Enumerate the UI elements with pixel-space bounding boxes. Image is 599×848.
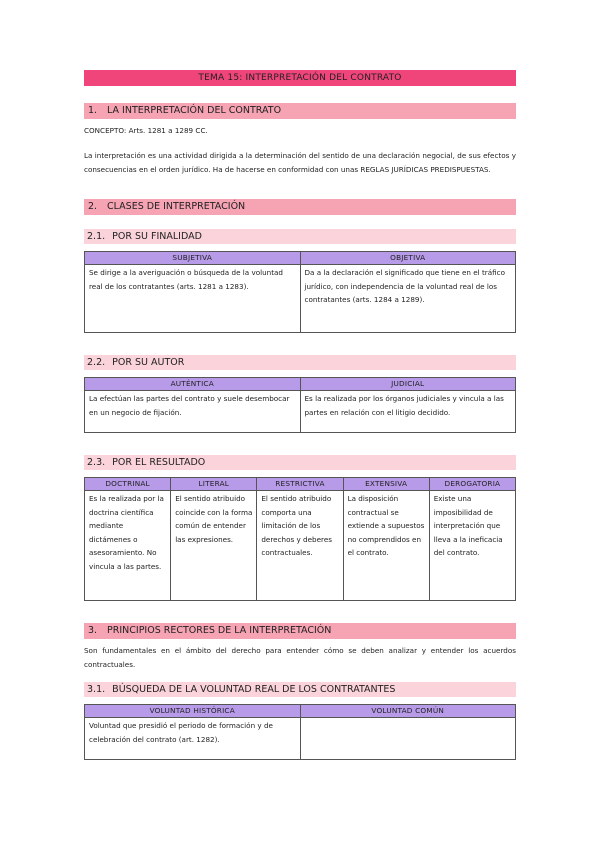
cell-autentica: La efectúan las partes del contrato y suele desembocar en un negocio de fijación. — [85, 391, 301, 433]
table-header-row — [85, 252, 516, 265]
cell-extensiva: La disposición contractual se extiende a supuestos no comprendidos en el contrato. — [343, 491, 429, 601]
section-number: 1. — [88, 105, 98, 116]
header-derogatoria: DEROGATORIA — [429, 478, 515, 491]
table-row — [85, 491, 516, 601]
section-title: PRINCIPIOS RECTORES DE LA INTERPRETACIÓN — [107, 625, 332, 636]
subsection-number: 2.2. — [87, 357, 106, 368]
cell-derogatoria: Existe una imposibilidad de interpretación que lleva a la ineficacia del contrato. — [429, 491, 515, 601]
section-title: CLASES DE INTERPRETACIÓN — [107, 201, 246, 212]
table-resultado — [84, 477, 516, 601]
table-row — [85, 265, 516, 333]
header-voluntad-comun: VOLUNTAD COMÚN — [300, 705, 516, 718]
cell-voluntad-comun — [300, 718, 516, 760]
subsection-heading-3-1 — [84, 682, 516, 697]
subsection-number: 3.1. — [87, 684, 106, 695]
section-heading-1 — [84, 103, 516, 119]
subsection-title: POR EL RESULTADO — [112, 457, 206, 468]
cell-restrictiva: El sentido atribuido comporta una limitación de los derechos y deberes contractuales. — [257, 491, 343, 601]
table-row — [85, 718, 516, 760]
section-number: 2. — [88, 201, 98, 212]
table-autor — [84, 377, 516, 433]
subsection-title: POR SU FINALIDAD — [112, 231, 202, 242]
section-title: LA INTERPRETACIÓN DEL CONTRATO — [107, 105, 282, 116]
header-subjetiva: SUBJETIVA — [85, 252, 301, 265]
cell-objetiva: Da a la declaración el significado que tiene en el tráfico jurídico, con independencia de la voluntad real de los contratantes (arts. 1284 a 1289). — [300, 265, 516, 333]
subsection-title: POR SU AUTOR — [112, 357, 185, 368]
header-judicial: JUDICIAL — [300, 378, 516, 391]
table-finalidad — [84, 251, 516, 333]
header-objetiva: OBJETIVA — [300, 252, 516, 265]
header-literal: LITERAL — [171, 478, 257, 491]
concepto-text: CONCEPTO: Arts. 1281 a 1289 CC. — [84, 126, 208, 135]
cell-literal: El sentido atribuido coincide con la forma común de entender las expresiones. — [171, 491, 257, 601]
subsection-heading-2-2 — [84, 355, 516, 370]
subsection-title: BÚSQUEDA DE LA VOLUNTAD REAL DE LOS CONTRATANTES — [112, 684, 396, 695]
section-number: 3. — [88, 625, 98, 636]
table-header-row — [85, 705, 516, 718]
table-header-row — [85, 478, 516, 491]
subsection-heading-2-3 — [84, 455, 516, 470]
subsection-number: 2.3. — [87, 457, 106, 468]
subsection-number: 2.1. — [87, 231, 106, 242]
principios-paragraph: Son fundamentales en el ámbito del derecho para entender cómo se deben analizar y entender los acuerdos contractuales. — [84, 646, 516, 669]
cell-subjetiva: Se dirige a la averiguación o búsqueda de la voluntad real de los contratantes (arts. 1281 a 1283). — [85, 265, 301, 333]
header-extensiva: EXTENSIVA — [343, 478, 429, 491]
header-doctrinal: DOCTRINAL — [85, 478, 171, 491]
header-restrictiva: RESTRICTIVA — [257, 478, 343, 491]
section-heading-2 — [84, 199, 516, 215]
section-heading-3 — [84, 623, 516, 639]
header-autentica: AUTÉNTICA — [85, 378, 301, 391]
header-voluntad-historica: VOLUNTAD HISTÓRICA — [85, 705, 301, 718]
document-title: TEMA 15: INTERPRETACIÓN DEL CONTRATO — [84, 70, 516, 86]
cell-doctrinal: Es la realizada por la doctrina científica mediante dictámenes o asesoramiento. No vincula a las partes. — [85, 491, 171, 601]
table-header-row — [85, 378, 516, 391]
cell-judicial: Es la realizada por los órganos judiciales y vincula a las partes en relación con el litigio decidido. — [300, 391, 516, 433]
subsection-heading-2-1 — [84, 229, 516, 244]
table-row — [85, 391, 516, 433]
intro-paragraph: La interpretación es una actividad dirigida a la determinación del sentido de una declaración negocial, de sus efectos y consecuencias en el orden jurídico. Ha de hacerse en conformidad con unas REGLAS JURÍDICAS PREDISPUESTAS. — [84, 151, 516, 174]
table-voluntad — [84, 704, 516, 760]
cell-voluntad-historica: Voluntad que presidió el periodo de formación y de celebración del contrato (art. 1282). — [85, 718, 301, 760]
